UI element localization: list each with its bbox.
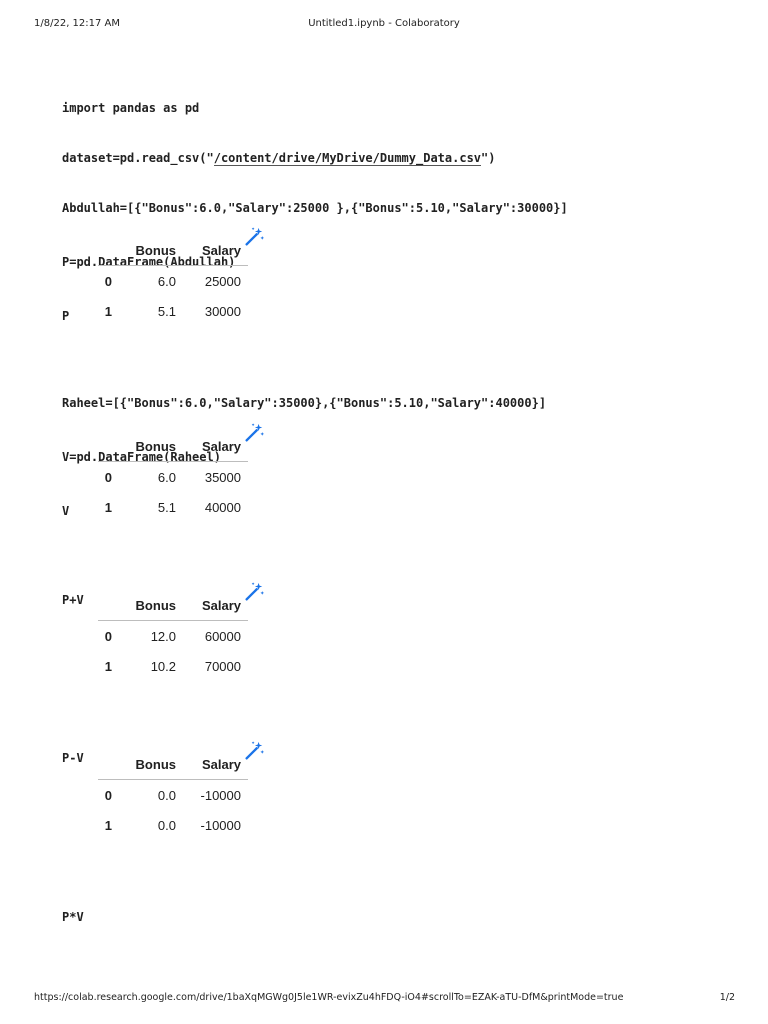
code-line: P=pd.DataFrame(Abdullah) [62,255,236,269]
table-row [98,462,248,493]
row-index: 1 [104,303,112,319]
row-index: 1 [104,817,112,833]
index-header [98,431,119,462]
magic-wand-icon[interactable] [243,422,265,444]
column-header-bonus: Bonus [135,242,176,258]
row-index: 0 [104,469,112,485]
salary-cell: 70000 [204,658,241,674]
bonus-cell: 5.1 [157,303,176,319]
table-row [98,296,248,326]
salary-cell: 60000 [204,628,241,644]
bonus-cell: 0.0 [157,817,176,833]
dataframe-output-sum [98,590,248,681]
bonus-cell: 0.0 [157,787,176,803]
index-header [98,590,119,621]
salary-cell: -10000 [200,817,241,833]
salary-cell: 40000 [204,499,241,515]
table-row [98,651,248,681]
code-text: ") [481,151,496,165]
column-header-salary: Salary [201,756,241,772]
index-header [98,235,119,266]
dataframe-output-p [98,235,248,326]
page-url: https://colab.research.google.com/drive/1baXqMGWg0J5le1WR-evixZu4hFDQ-iO4#scrollTo=EZAK-aTU-DfM&printMode=true [34,992,624,1003]
bonus-cell: 10.2 [150,658,176,674]
index-header [98,749,119,780]
code-line: Raheel=[{"Bonus":6.0,"Salary":35000},{"Bonus":5.10,"Salary":40000}] [62,396,547,410]
column-header-bonus: Bonus [135,597,176,613]
salary-cell: 25000 [204,273,241,289]
page-number: 1/2 [719,992,735,1003]
column-header-bonus: Bonus [135,438,176,454]
bonus-cell: 12.0 [150,628,176,644]
row-index: 0 [104,273,112,289]
table-row [98,621,248,652]
magic-wand-icon[interactable] [243,581,265,603]
dataframe-table [98,749,248,840]
bonus-cell: 6.0 [157,273,176,289]
dataframe-table [98,431,248,522]
code-text: dataset=pd.read_csv(" [62,151,214,165]
salary-cell: -10000 [200,787,241,803]
salary-cell: 35000 [204,469,241,485]
column-header-salary: Salary [201,597,241,613]
code-line: V=pd.DataFrame(Raheel) [62,450,221,464]
salary-cell: 30000 [204,303,241,319]
code-line: import pandas as pd [62,101,200,115]
magic-wand-icon[interactable] [243,740,265,762]
code-cell-multiply[interactable] [62,872,84,944]
file-path-link[interactable]: /content/drive/MyDrive/Dummy_Data.csv [213,151,482,165]
dataframe-output-difference [98,749,248,840]
column-header-bonus: Bonus [135,756,176,772]
code-cell-add[interactable] [62,555,84,627]
dataframe-output-v [98,431,248,522]
code-cell-subtract[interactable] [62,713,84,785]
bonus-cell: 6.0 [157,469,176,485]
page-title: Untitled1.ipynb - Colaboratory [308,18,460,29]
row-index: 1 [104,499,112,515]
table-row [98,810,248,840]
code-line: P [62,309,70,323]
bonus-cell: 5.1 [157,499,176,515]
dataframe-table [98,590,248,681]
column-header-salary: Salary [201,438,241,454]
row-index: 0 [104,628,112,644]
row-index: 1 [104,658,112,674]
code-line: P*V [62,910,84,924]
code-line: P+V [62,593,84,607]
code-line: V [62,504,70,518]
print-datetime: 1/8/22, 12:17 AM [34,18,121,29]
dataframe-table [98,235,248,326]
code-line: Abdullah=[{"Bonus":6.0,"Salary":25000 },{"Bonus":5.10,"Salary":30000}] [62,201,568,215]
row-index: 0 [104,787,112,803]
table-row [98,492,248,522]
code-line: P-V [62,751,84,765]
column-header-salary: Salary [201,242,241,258]
table-row [98,266,248,297]
table-row [98,780,248,811]
magic-wand-icon[interactable] [243,226,265,248]
